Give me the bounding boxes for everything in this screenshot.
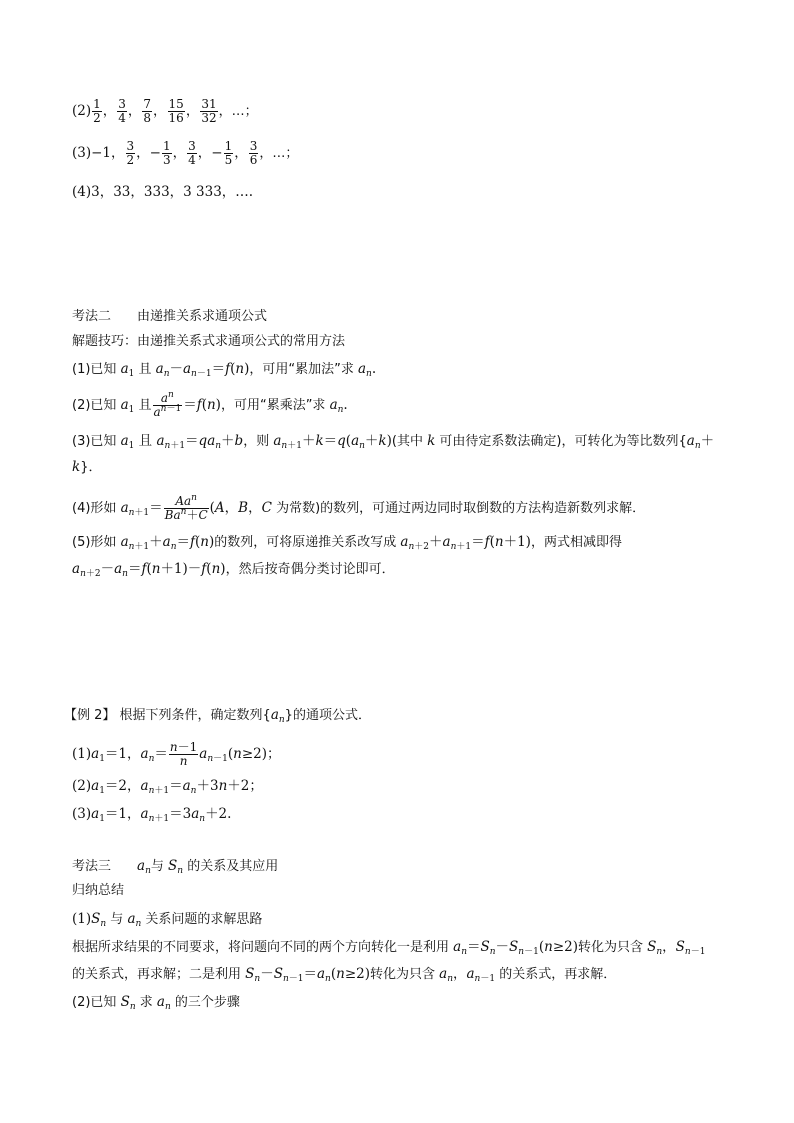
method-3: (3)已知 $a_1$ 且 $a_{n+1}=qa_n+b$，则 $a_{n+1}+k=q(a_n+k)$(其中 k 可由待定系数法确定)，可转化为等比数列{$a_n+$ [72, 433, 715, 451]
list-line-2: (2) $\frac{1}{2}$ ， $\frac{3}{4}$ ， $\frac{7}{8}$ ， $\frac{15}{16}$ ， $\frac{31}{32}$ ，…； [72, 97, 258, 125]
fraction-sequence: $\frac{1}{2}$ ， $\frac{3}{4}$ ， $\frac{7}{8}$ ， $\frac{15}{16}$ ， $\frac{31}{32}$ [93, 97, 217, 125]
example-2-title: 【例 2】 根据下列条件，确定数列$\{a_n\}$的通项公式． [64, 707, 371, 725]
list-line-3: (3)−1， $\frac{3}{2}$ ，− $\frac{1}{3}$ ， $\frac{3}{4}$ ，− $\frac{1}{5}$ ， $\frac{3}{6}$ ，…； [72, 139, 299, 167]
summary-point-1-line-3: 的关系式，再求解；二是利用 $S_n-S_{n-1}=a_n(n\ge 2)$转化为只含 $a_n$，$a_{n-1}$ 的关系式，再求解． [72, 966, 617, 984]
fraction: $\frac{1}{3}$ [162, 139, 171, 167]
fraction: $\frac{31}{32}$ [201, 97, 217, 125]
method-5-cont: $a_{n+2}-a_n=f(n+1)-f(n)$，然后按奇偶分类讨论即可． [72, 561, 395, 579]
fraction: $\frac{1}{5}$ [224, 139, 233, 167]
example-2-item-3: $(3)a_1=1$，$a_{n+1}=3a_n+2$. [72, 806, 232, 824]
list-line-4: (4)3，33，333，3 333，…. [72, 184, 254, 200]
example-2-item-1: $(1)a_1=1$，$a_n=$ $\frac{n-1}{n}$ $a_{n-1}(n\ge 2)$； [72, 740, 281, 768]
summary-point-1: $(1)S_n$ 与 $a_n$ 关系问题的求解思路 [72, 911, 263, 929]
tip-line: 解题技巧：由递推关系式求通项公式的常用方法 [72, 334, 346, 349]
fraction: $\frac{3}{2}$ [126, 139, 135, 167]
fraction: $\frac{15}{16}$ [168, 97, 184, 125]
summary-label: 归纳总结 [72, 883, 125, 898]
method-4: (4)形如 $a_{n+1}=$ Aa$^n$ $Ba^n+C$ (A，B，C 为常数)的数列，可通过两边同时取倒数的方法构造新数列求解． [72, 493, 646, 522]
summary-point-2: (2)已知 $S_n$ 求 $a_n$ 的三个步骤 [72, 994, 240, 1012]
section-heading-3: 考法三 $a_n$与 $S_n$ 的关系及其应用 [72, 858, 279, 876]
method-5: (5)形如 $a_{n+1}+a_n=f(n)$的数列，可将原递推关系改写成 $a_{n+2}+a_{n+1}=f(n+1)$，两式相减即得 [72, 534, 622, 552]
fraction: $\frac{1}{2}$ [93, 97, 101, 125]
section-heading-2: 考法二 由递推关系求通项公式 [72, 309, 268, 324]
method-2: (2)已知 $a_1$ 且 $\frac{a^n}{a^{n-1}}$ ＝f(n)，可用“累乘法”求 $a_n$. [72, 390, 348, 419]
fraction: $\frac{3}{4}$ [118, 97, 126, 125]
fraction-sequence: $\frac{3}{2}$ ，− $\frac{1}{3}$ ， $\frac{3}{4}$ ，− $\frac{1}{5}$ ， $\frac{3}{6}$ [126, 139, 258, 167]
method-3-cont: k}． [72, 459, 102, 475]
summary-point-1-line-2: 根据所求结果的不同要求，将问题向不同的两个方向转化一是利用 $a_n=S_n-S_{n-1}(n\ge 2)$转化为只含 $S_n$，$S_{n-1}$ [72, 939, 706, 957]
fraction: $\frac{3}{6}$ [249, 139, 258, 167]
fraction: $\frac{3}{4}$ [188, 139, 196, 167]
method-1: (1)已知 $a_1$ 且 $a_n-a_{n-1}=f(n)$，可用“累加法”求 $a_n$. [72, 361, 377, 379]
example-2-item-2: $(2)a_1=2$，$a_{n+1}=a_n+3n+2$； [72, 778, 263, 796]
fraction: $\frac{7}{8}$ [143, 97, 152, 125]
